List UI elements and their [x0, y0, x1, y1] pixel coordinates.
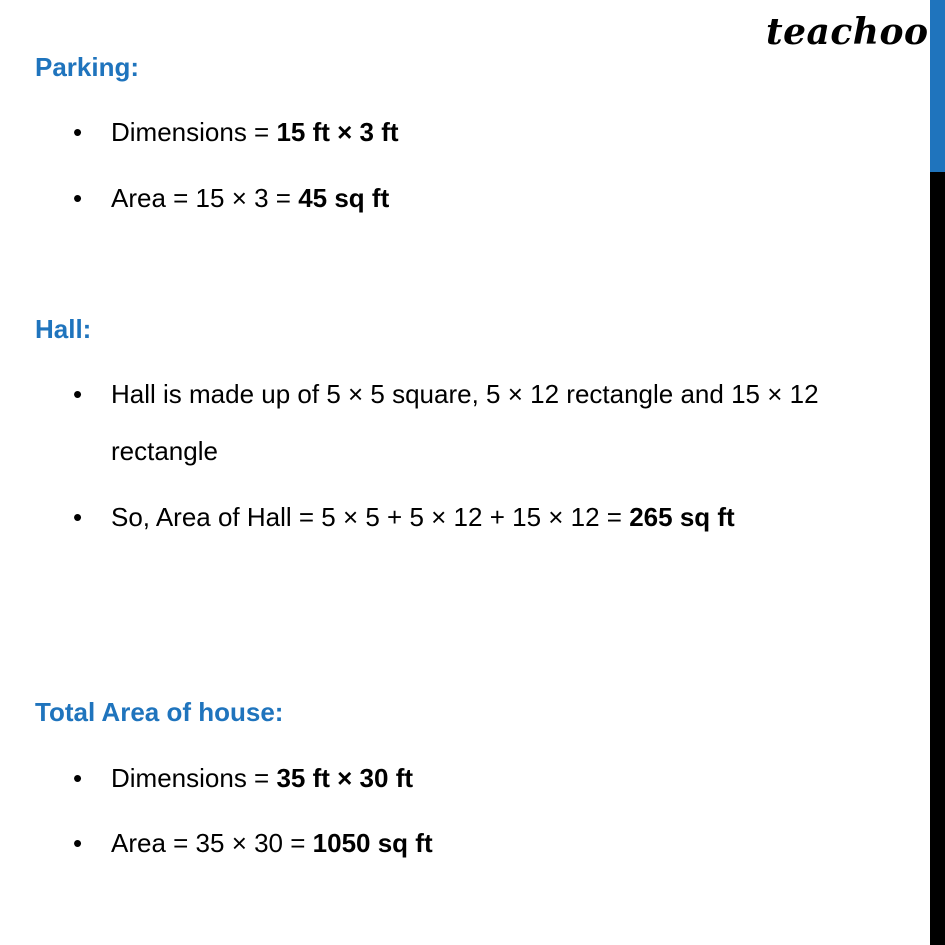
total-area-label: Area = 35 × 30 = [111, 828, 313, 858]
bullet-dot: • [73, 183, 83, 213]
total-area-value: 1050 sq ft [312, 828, 433, 858]
parking-area-value: 45 sq ft [298, 183, 390, 213]
total-dimensions-label: Dimensions = [111, 763, 277, 793]
total-dimensions [111, 765, 413, 791]
hall-area [111, 504, 735, 530]
hall-composition-line1: Hall is made up of 5 × 5 square, 5 × 12 rectangle and 15 × 12 [111, 379, 819, 409]
total-area-heading: Total Area of house: [35, 697, 284, 727]
bullet-dot: • [73, 828, 83, 858]
teachoo-logo: teachoo [766, 11, 929, 53]
total-area [111, 830, 433, 856]
parking-area [111, 185, 389, 211]
bullet-dot: • [73, 117, 83, 147]
hall-composition-line2: rectangle [111, 436, 218, 466]
bullet-dot: • [73, 502, 83, 532]
hall-heading: Hall: [35, 314, 92, 344]
parking-area-label: Area = 15 × 3 = [111, 183, 299, 213]
parking-dimensions-value: 15 ft × 3 ft [276, 117, 399, 147]
total-dimensions-value: 35 ft × 30 ft [276, 763, 414, 793]
bullet-dot: • [73, 379, 83, 409]
parking-heading: Parking: [35, 52, 140, 82]
bullet-dot: • [73, 763, 83, 793]
hall-area-label: So, Area of Hall = 5 × 5 + 5 × 12 + 15 × 12 = [111, 502, 630, 532]
parking-dimensions-label: Dimensions = [111, 117, 277, 147]
parking-dimensions [111, 119, 399, 145]
sidebar-accent-strip [930, 0, 945, 172]
hall-area-value: 265 sq ft [629, 502, 735, 532]
